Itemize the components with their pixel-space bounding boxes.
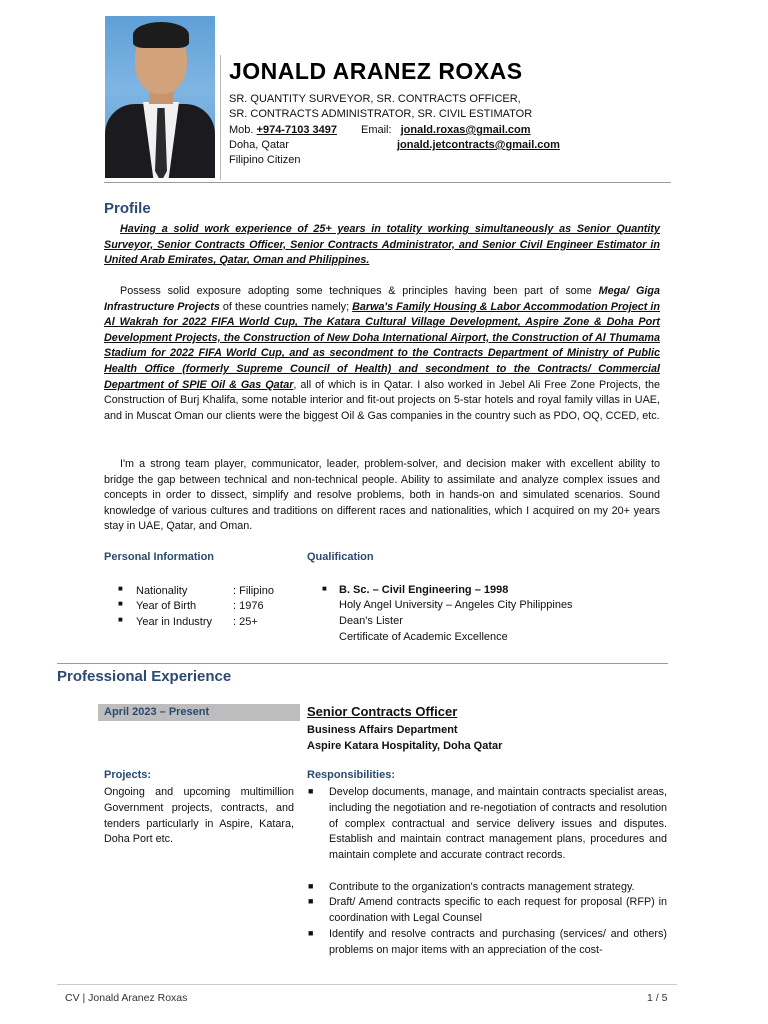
- profile-projects: [104, 284, 660, 424]
- bullet-icon: ■: [308, 881, 314, 891]
- footer-left: CV | Jonald Aranez Roxas: [65, 992, 188, 1004]
- email-primary[interactable]: jonald.roxas@gmail.com: [400, 124, 531, 136]
- location: Doha, Qatar: [229, 139, 289, 151]
- personal-info-heading: Personal Information: [104, 551, 215, 563]
- profile-skills-text: I'm a strong team player, communicator, leader, problem-solver, and decision maker with excellent ability to bridge the gap between technical and non-technical people. Ability to assimilate and analyze complex issues and concepts in order to dissect, simplify and resolve problems, both in hands-on and simulated scenarios. Sound knowledge of various cultures and traditions on different races and nationalities, which I acquired on my 20+ years stay in UAE, Qatar, and Oman.: [104, 458, 660, 533]
- bullet-icon: ■: [118, 615, 123, 624]
- date-band: [98, 704, 300, 721]
- page-number: 1 / 5: [647, 992, 668, 1004]
- bullet-icon: ■: [322, 584, 327, 593]
- footer-rule: [57, 984, 677, 985]
- profile-p2-c: of these countries namely;: [219, 300, 353, 313]
- bullet-icon: ■: [308, 896, 314, 906]
- honor: Dean's Lister: [339, 615, 403, 627]
- personal-value: : 1976: [233, 600, 264, 612]
- projects-text: Ongoing and upcoming multimillion Government projects, contracts, and tenders particularly in Aspire, Katara, Doha Port etc.: [104, 786, 294, 846]
- header-divider: [220, 55, 221, 180]
- profile-skills: [104, 457, 660, 535]
- bullet-icon: ■: [118, 584, 123, 593]
- list-item: Contribute to the organization's contracts management strategy.: [329, 881, 635, 893]
- personal-label: Year in Industry: [136, 616, 213, 628]
- list-item: Identify and resolve contracts and purchasing (services/ and others) problems on major items with an appreciation of the cost-: [329, 928, 667, 956]
- personal-label: Year of Birth: [136, 600, 197, 612]
- email-secondary-row: [397, 137, 560, 153]
- department: Business Affairs Department: [307, 724, 458, 736]
- responsibilities-heading: Responsibilities:: [307, 769, 396, 781]
- mobile-label: Mob.: [229, 124, 254, 136]
- citizenship: Filipino Citizen: [229, 154, 301, 166]
- candidate-name: JONALD ARANEZ ROXAS: [229, 58, 523, 84]
- bullet-icon: ■: [308, 928, 314, 938]
- section-rule: [57, 663, 668, 664]
- bullet-icon: ■: [308, 786, 314, 796]
- experience-heading: Professional Experience: [57, 668, 232, 685]
- bullet-icon: ■: [118, 599, 123, 608]
- list-item: Develop documents, manage, and maintain contracts specialist areas, including the negotiation and re-negotiation of contracts and resolution of complex contractual and service delivery issues and disputes. Establish and maintain contract management plans, procedures and maintain complete and accurate contract records.: [329, 786, 667, 862]
- employment-date: April 2023 – Present: [104, 706, 210, 718]
- email-label: Email:: [361, 124, 392, 136]
- profile-p2-e: , all of which is in Qatar. I also worked in Jebel Ali Free Zone Projects, the Construction of Burj Khalifa, some notable interior and fit-out projects on 5-star hotels and royal family villas in UAE, and in Muscat Oman our clients were the biggest Oil & Gas companies in the country such as PDO, OQ, CCED, etc.: [104, 378, 660, 422]
- profile-p2-projects: Barwa's Family Housing & Labor Accommodation Project in Al Wakrah for 2022 FIFA World Cup, The Katara Cultural Village Development, Aspire Zone & Doha Port Development Projects, the Construction of New Doha International Airport, the Construction of Al Thumama Stadium for 2022 FIFA World Cup, and as secondment to the Contracts Department of Ministry of Public Health Office (formerly Supreme Council of Health) and secondment to the Contracts/ Commercial Department of SPIE Oil & Gas Qatar: [104, 300, 660, 391]
- profile-photo: [105, 16, 215, 178]
- certificate: Certificate of Academic Excellence: [339, 631, 508, 643]
- company: Aspire Katara Hospitality, Doha Qatar: [307, 740, 503, 752]
- personal-value: : 25+: [233, 616, 258, 628]
- profile-summary: [104, 222, 660, 269]
- profile-heading: Profile: [104, 200, 151, 217]
- profile-p2-b: Mega/ Giga Infrastructure Projects: [104, 285, 660, 313]
- email-row: [361, 122, 531, 138]
- job-titles-line2: SR. CONTRACTS ADMINISTRATOR, SR. CIVIL ESTIMATOR: [229, 108, 533, 120]
- mobile-number[interactable]: +974-7103 3497: [256, 124, 337, 136]
- mobile-row: [229, 122, 337, 138]
- list-item: Draft/ Amend contracts specific to each request for proposal (RFP) in coordination with Legal Counsel: [329, 896, 667, 924]
- personal-label: Nationality: [136, 585, 188, 597]
- personal-value: : Filipino: [233, 585, 274, 597]
- projects-heading: Projects:: [104, 769, 152, 781]
- qualification-heading: Qualification: [307, 551, 374, 563]
- job-titles-line1: SR. QUANTITY SURVEYOR, SR. CONTRACTS OFFICER,: [229, 93, 521, 105]
- school: Holy Angel University – Angeles City Philippines: [339, 599, 573, 611]
- header-rule: [104, 182, 671, 183]
- position-title: Senior Contracts Officer: [307, 704, 458, 719]
- email-secondary[interactable]: jonald.jetcontracts@gmail.com: [397, 139, 560, 151]
- profile-p2-a: Possess solid exposure adopting some techniques & principles having been part of some: [120, 285, 599, 297]
- profile-summary-text: Having a solid work experience of 25+ years in totality working simultaneously as Senior Quantity Surveyor, Senior Contracts Officer, Senior Contracts Administrator, and Senior Civil Engineer Estimator in United Arab Emirates, Qatar, Oman and Philippines.: [104, 223, 660, 267]
- degree: B. Sc. – Civil Engineering – 1998: [339, 584, 509, 596]
